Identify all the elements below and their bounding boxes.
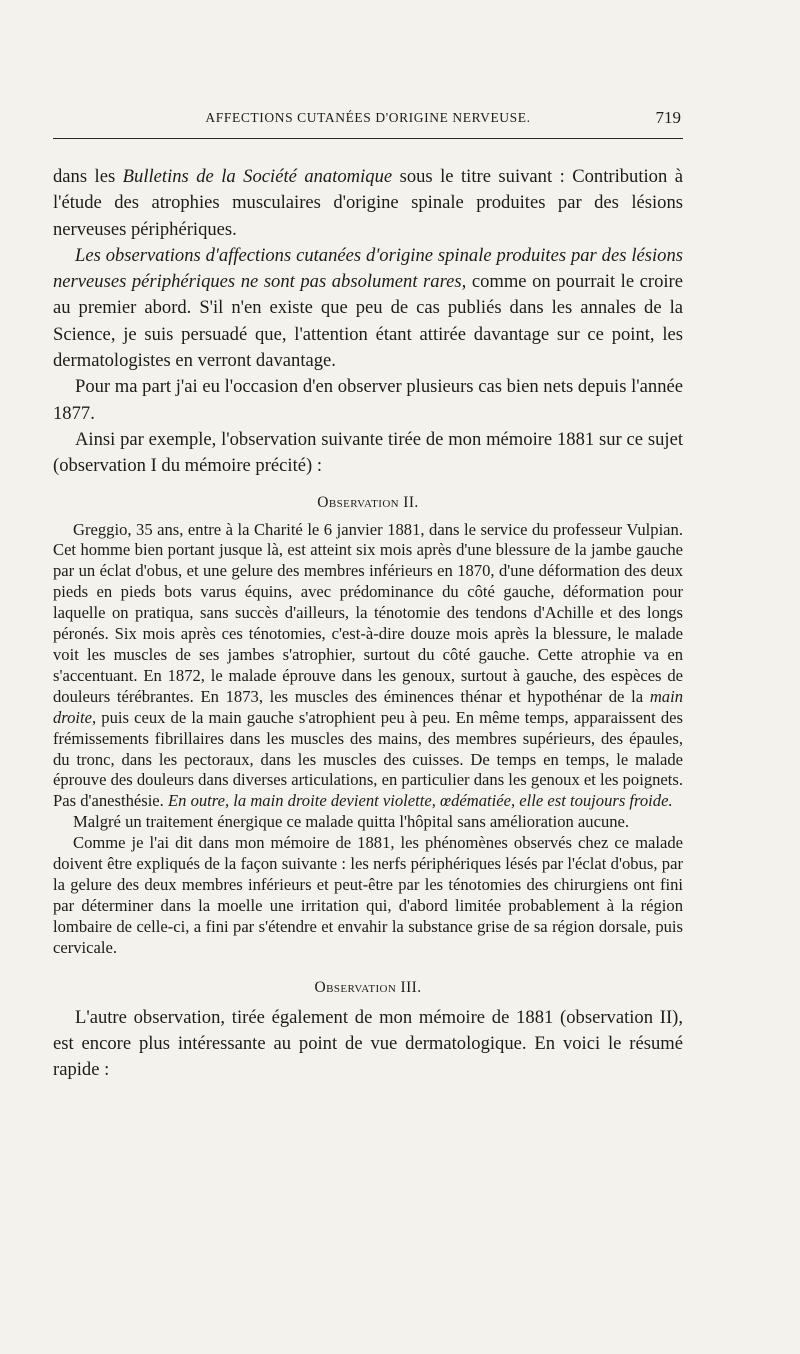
obs2-paragraph-2: Malgré un traitement énergique ce malade quitta l'hôpital sans amélioration aucune. [73,812,630,832]
observation-2-heading: Observation II. [317,493,419,511]
obs2-p1-italic: main droite [53,686,683,727]
obs2-p1-c: , puis ceux de la main gauche s'atrophient peu à peu. En même temps, apparaissent des frémissements fibrillaires dans les muscles des mains, des membres supérieurs, des épaules, du tronc, dans les pectoraux, dans les muscles des cuisses. De temps en temps, le malade éprouve des douleurs dans diverses articulations, en particulier dans les genoux et les poignets. Pas d'anesthésie. [53,707,683,811]
obs2-paragraph-1 [53,520,683,813]
paragraph-2 [53,243,683,374]
running-head [53,108,683,139]
paragraph-4: Ainsi par exemple, l'observation suivante tirée de mon mémoire 1881 sur ce sujet (observation I du mémoire précité) : [53,428,683,477]
p1-italic-title: Bulletins de la Société anatomique [122,166,393,187]
obs3-paragraph-1: L'autre observation, tirée également de mon mémoire de 1881 (observation II), est encore plus intéressante au point de vue dermatologique. En voici le résumé rapide : [53,1006,683,1081]
obs2-p1-a: Greggio, 35 ans, entre à la Charité le 6 janvier 1881, dans le service du professeur Vulpian. Cet homme bien portant jusque là, est atteint six mois après d'une blessure de la jambe gauche par un éclat d'obus, et une gelure des membres inférieurs en 1870, d'une déformation des deux pieds en pieds bots varus équins, avec prédominance du côté gauche, déformation pour laquelle on pratiqua, sans succès d'ailleurs, la ténotomie des tendons d'Achille et des longs péronés. Six mois après ces ténotomies, c'est-à-dire douze mois après la blessure, le malade voit les muscles de ses jambes s'atrophier, surtout du côté gauche. Cette atrophie va en s'accentuant. En 1872, le malade éprouve dans les genoux, surtout à gauche, des espèces de douleurs térébrantes. En 1873, les muscles des éminences thénar et hypothénar de la [53,519,683,706]
page [53,108,683,1083]
paragraph-3: Pour ma part j'ai eu l'occasion d'en observer plusieurs cas bien nets depuis l'année 1877. [53,376,683,424]
observation-3-heading: Observation III. [314,978,422,996]
paragraph-1 [53,164,683,243]
obs2-p1-italic-end: En outre, la main droite devient violette, œdématiée, elle est toujours froide. [167,791,673,811]
p1-text-a: dans les [53,166,123,187]
p2-text: comme on pourrait le croire au premier abord. S'il n'en existe que peu de cas publiés dans les annales de la Science, je suis persuadé que, l'attention étant attirée davantage sur ce point, les dermatologistes en verront davantage. [53,271,683,372]
main-text [53,164,683,480]
observation-2-text [53,520,683,959]
obs2-paragraph-3: Comme je l'ai dit dans mon mémoire de 1881, les phénomènes observés chez ce malade doivent être expliqués de la façon suivante : les nerfs périphériques lésés par l'éclat d'obus, par la gelure des deux membres inférieurs et peut-être par les ténotomies des chirurgiens ont fini par déterminer dans la moelle une irritation qui, d'abord limitée probablement à la région lombaire de celle-ci, a fini par s'étendre et envahir la substance grise de sa région dorsale, puis cervicale. [53,833,683,957]
running-title: AFFECTIONS CUTANÉES D'ORIGINE NERVEUSE. [205,110,531,125]
page-number: 719 [655,108,681,127]
p2-italic: Les observations d'affections cutanées d'origine spinale produites par des lésions nerveuses périphériques ne sont pas absolument rares, [53,244,683,293]
p1-text-c: sous le titre suivant : Contribution à l'étude des atrophies musculaires d'origine spinale produites par des lésions nerveuses périphériques. [53,166,683,240]
observation-3-text [53,1005,683,1084]
